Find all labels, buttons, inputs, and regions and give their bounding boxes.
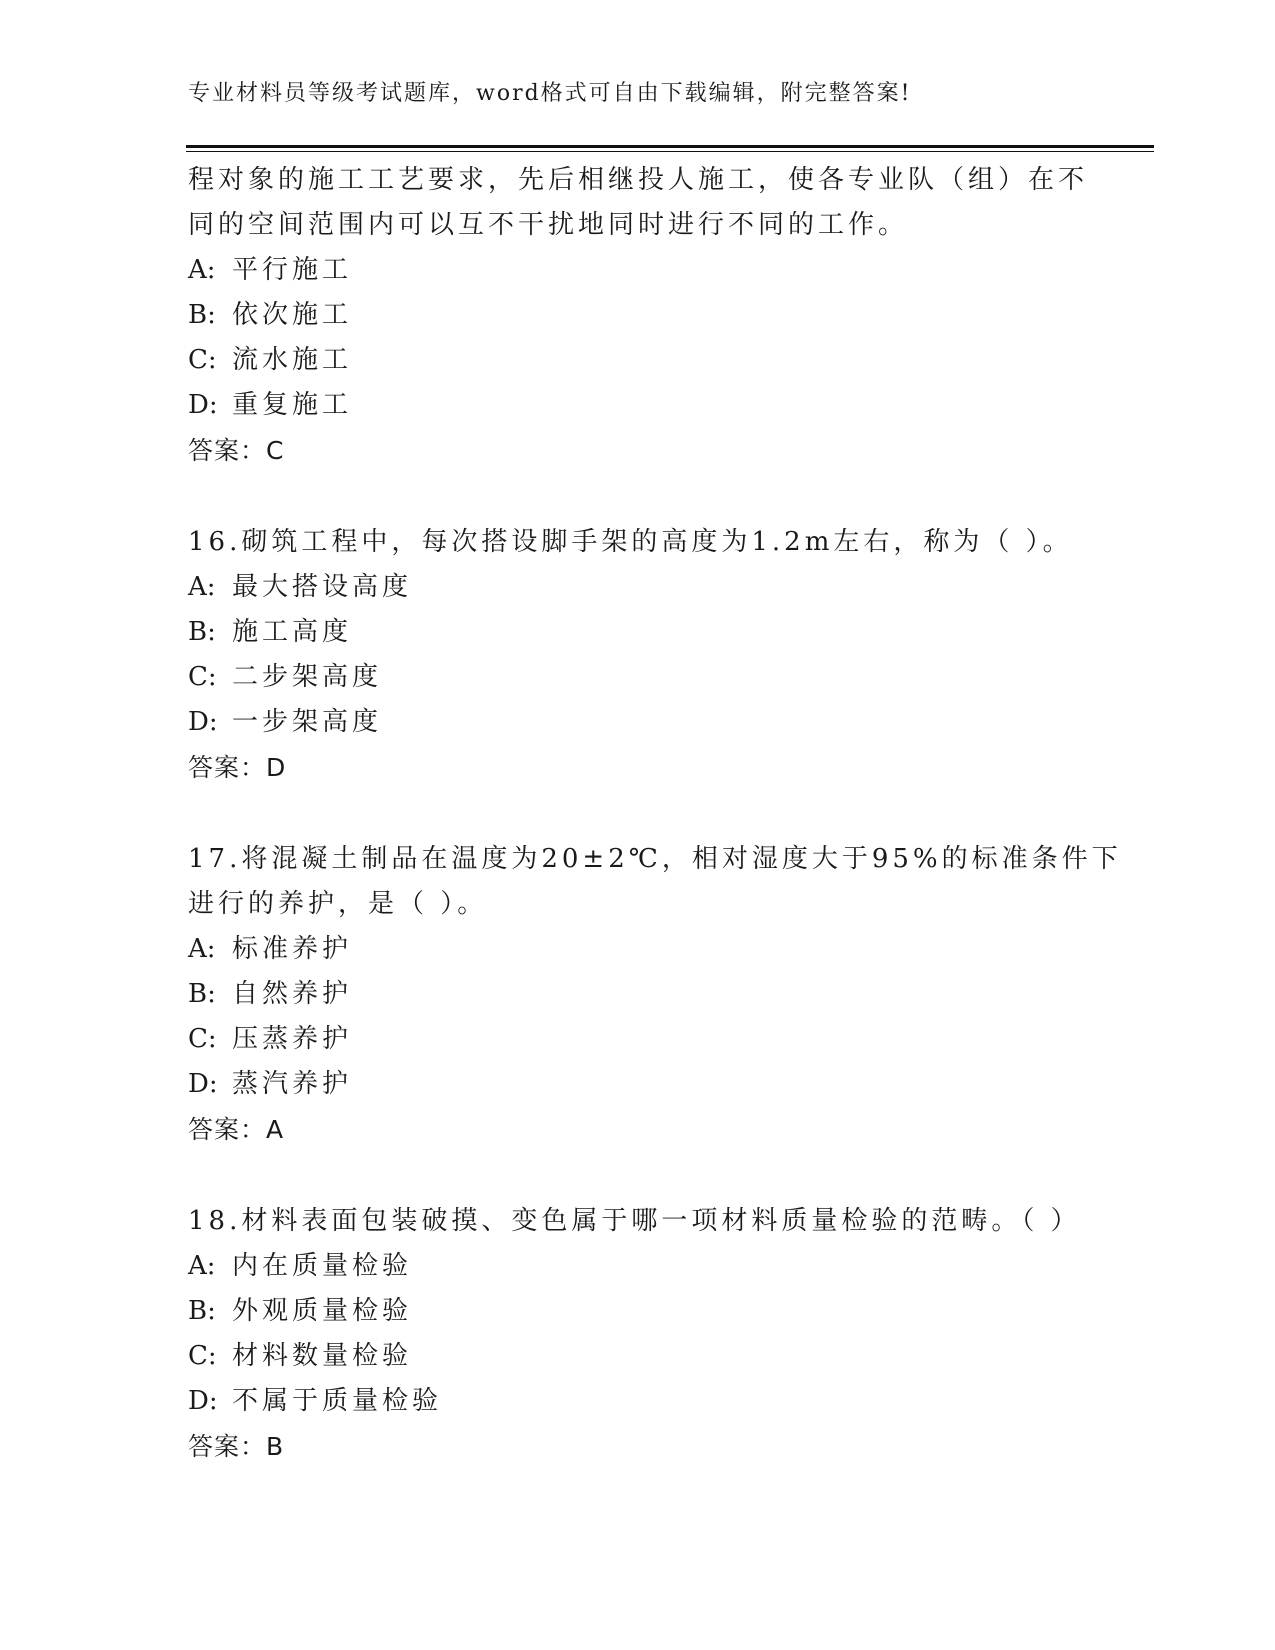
option-label: B: [188, 617, 216, 647]
option-text: 平行施工 [232, 255, 353, 285]
question-spacer [188, 790, 1088, 837]
option-label: A: [188, 572, 216, 602]
option-label: D: [188, 1069, 218, 1099]
option-label: B: [188, 1296, 216, 1326]
option-c [188, 1017, 1088, 1062]
question-block-15 [188, 158, 1088, 473]
question-text-line: 同的空间范围内可以互不干扰地同时进行不同的工作。 [188, 210, 909, 240]
option-text: 最大搭设高度 [232, 572, 413, 602]
question-text-line: 18.材料表面包装破摸、变色属于哪一项材料质量检验的范畴。（ ） [188, 1206, 1081, 1236]
option-text: 蒸汽养护 [232, 1069, 353, 1099]
document-body [188, 158, 1122, 1469]
option-d [188, 1379, 1088, 1424]
option-label: C: [188, 1341, 217, 1371]
option-b [188, 1289, 1088, 1334]
option-b [188, 610, 1088, 655]
option-text: 一步架高度 [232, 707, 383, 737]
option-text: 内在质量检验 [232, 1251, 413, 1281]
option-a [188, 248, 1088, 293]
option-label: A: [188, 934, 216, 964]
page-header-text: 专业材料员等级考试题库，word格式可自由下载编辑，附完整答案! [188, 81, 912, 106]
option-label: C: [188, 345, 217, 375]
header-rule-thick [186, 145, 1154, 148]
question-text-line: 程对象的施工工艺要求，先后相继投人施工，使各专业队（组）在不 [188, 165, 1089, 195]
option-d [188, 700, 1088, 745]
option-text: 标准养护 [232, 934, 353, 964]
answer-line: 答案：A [188, 1115, 285, 1144]
option-label: D: [188, 390, 218, 420]
option-text: 压蒸养护 [232, 1024, 353, 1054]
option-text: 重复施工 [232, 390, 353, 420]
answer-line: 答案：D [188, 753, 287, 782]
option-b [188, 293, 1088, 338]
question-text-line: 16.砌筑工程中，每次搭设脚手架的高度为1.2m左右，称为（ ）。 [188, 527, 1073, 557]
option-label: D: [188, 1386, 218, 1416]
option-label: D: [188, 707, 218, 737]
option-c [188, 338, 1088, 383]
option-text: 自然养护 [232, 979, 353, 1009]
option-a [188, 1244, 1088, 1289]
answer-line: 答案：B [188, 1432, 285, 1461]
option-label: B: [188, 300, 216, 330]
answer-line: 答案：C [188, 436, 285, 465]
option-d [188, 1062, 1088, 1107]
option-label: C: [188, 662, 217, 692]
option-label: C: [188, 1024, 217, 1054]
option-text: 二步架高度 [232, 662, 383, 692]
question-text-line: 进行的养护，是（ ）。 [188, 889, 488, 919]
question-block-18 [188, 1199, 1088, 1469]
option-text: 材料数量检验 [232, 1341, 413, 1371]
question-block-17 [188, 837, 1122, 1152]
question-block-16 [188, 520, 1088, 790]
option-a [188, 565, 1088, 610]
option-d [188, 383, 1088, 428]
option-text: 不属于质量检验 [232, 1386, 443, 1416]
option-c [188, 655, 1088, 700]
option-label: B: [188, 979, 216, 1009]
option-label: A: [188, 255, 216, 285]
question-spacer [188, 473, 1088, 520]
option-text: 依次施工 [232, 300, 353, 330]
option-label: A: [188, 1251, 216, 1281]
option-text: 施工高度 [232, 617, 353, 647]
option-a [188, 927, 1088, 972]
option-text: 外观质量检验 [232, 1296, 413, 1326]
option-c [188, 1334, 1088, 1379]
question-spacer [188, 1152, 1088, 1199]
option-text: 流水施工 [232, 345, 353, 375]
header-rule-thin [186, 151, 1154, 152]
option-b [188, 972, 1088, 1017]
question-text-line: 17.将混凝土制品在温度为20±2℃，相对湿度大于95%的标准条件下 [188, 844, 1122, 874]
